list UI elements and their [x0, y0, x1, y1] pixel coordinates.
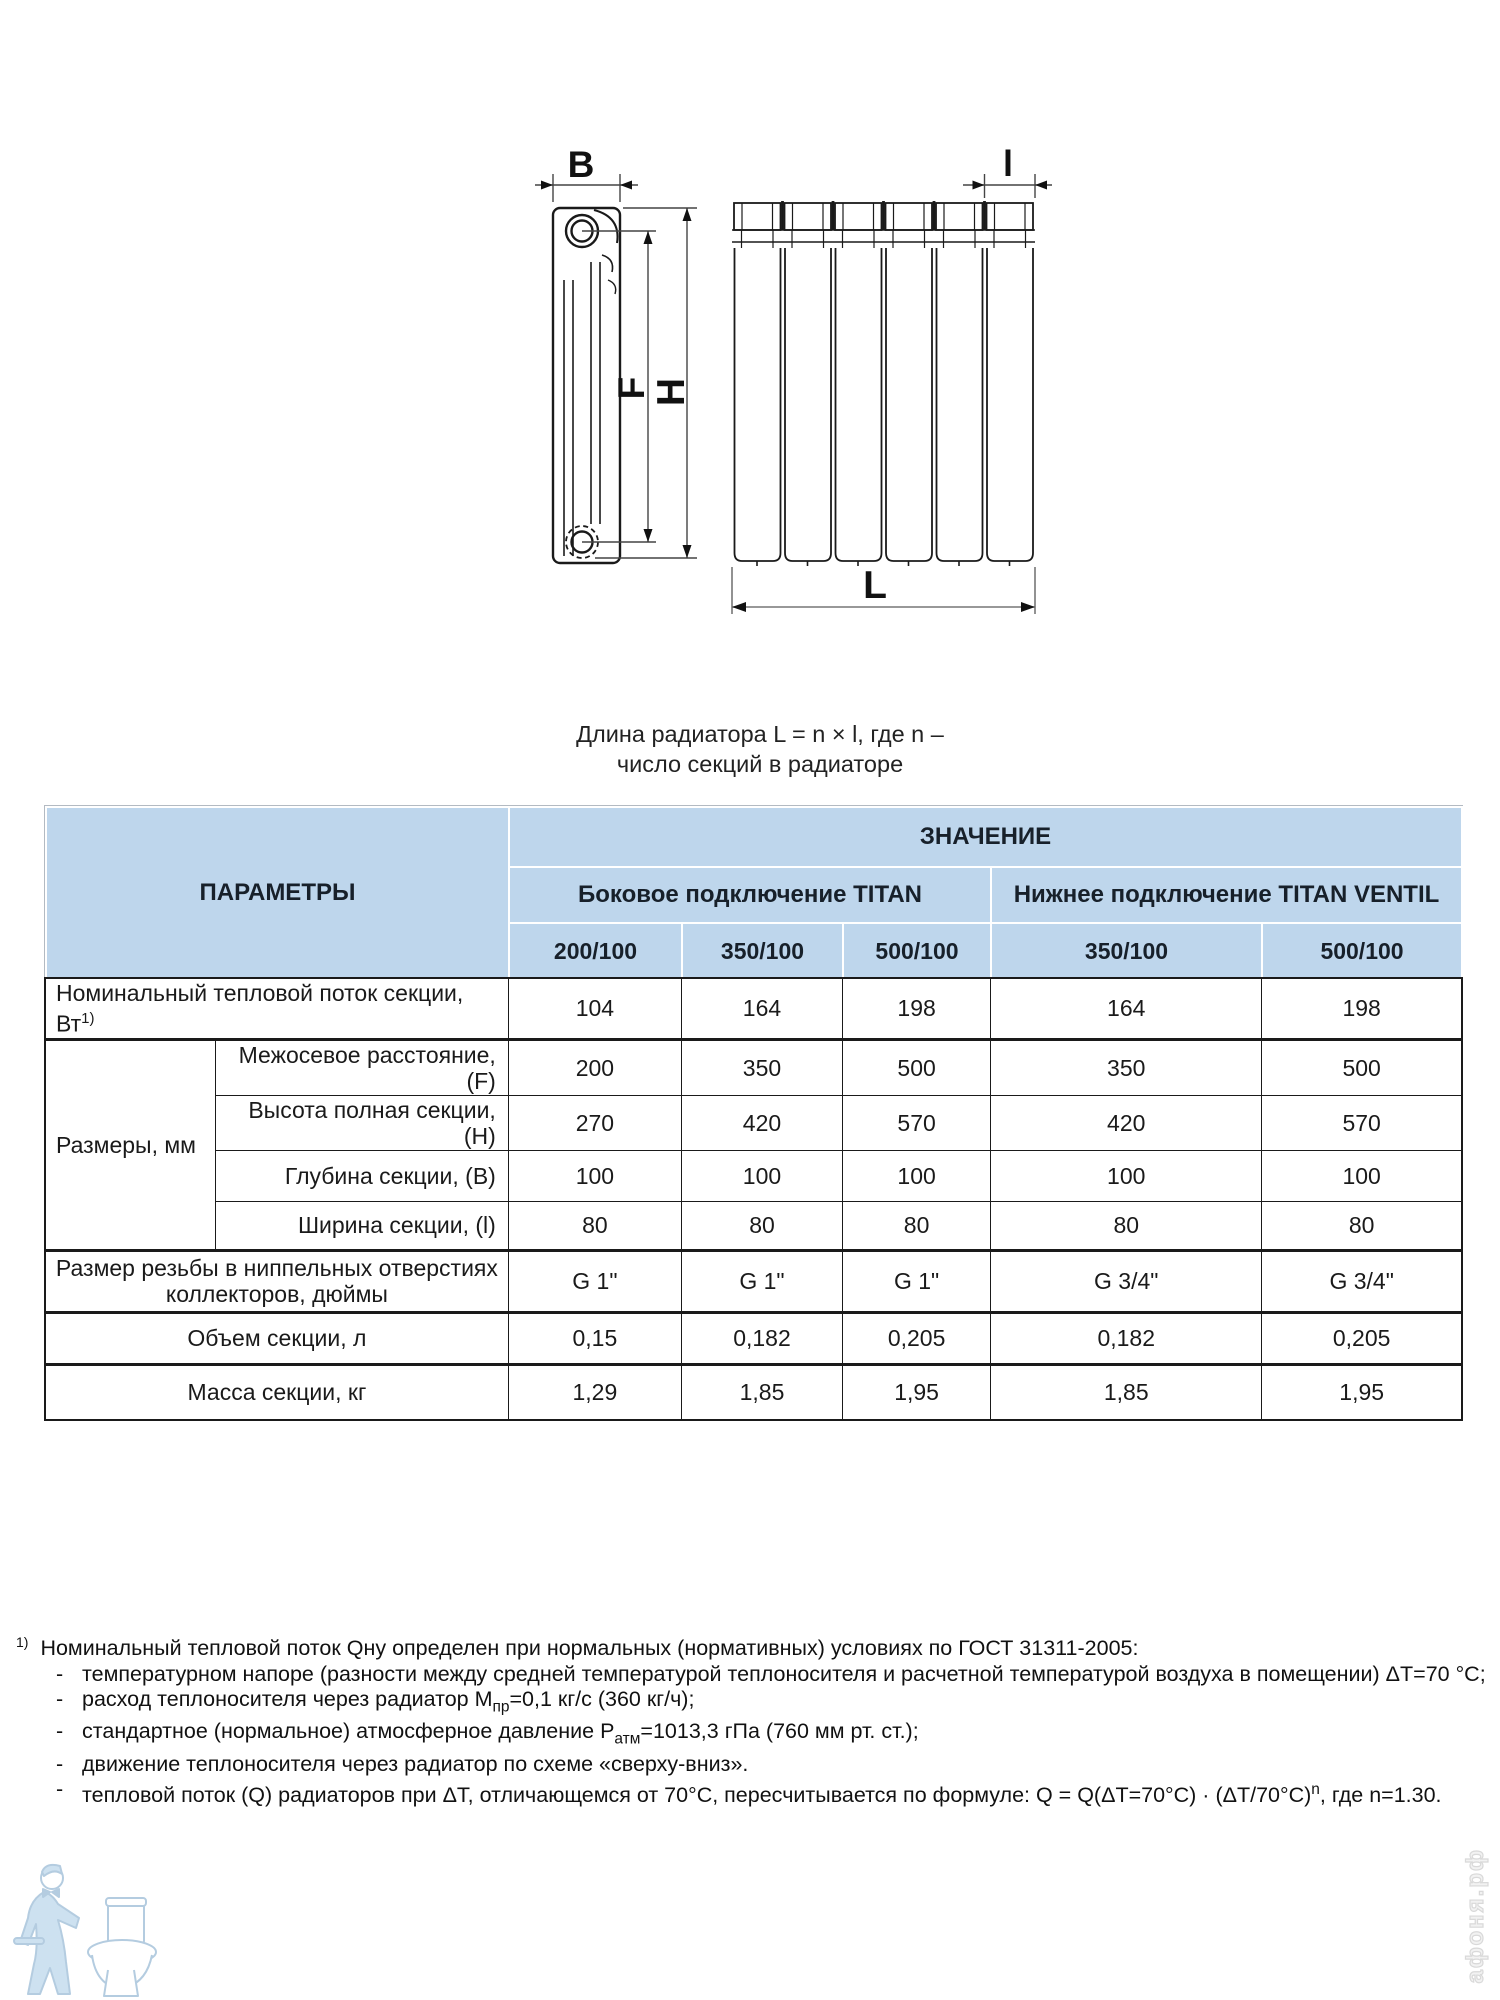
footnote-dash: -	[56, 1662, 64, 1687]
params-header-cell: ПАРАМЕТРЫ	[46, 807, 509, 979]
footnote-item-text: движение теплоносителя через радиатор по схеме «сверху-вниз».	[82, 1751, 749, 1776]
heat-flow-label: Номинальный тепловой поток секции, Вт	[56, 980, 464, 1037]
value-cell: 100	[681, 1150, 842, 1201]
value-cell: G 3/4"	[991, 1250, 1262, 1312]
footnote-dash: -	[56, 1719, 64, 1744]
value-cell: 350	[991, 1039, 1262, 1095]
value-cell: 350	[681, 1039, 842, 1095]
param-label-cell: Межосевое расстояние, (F)	[215, 1039, 508, 1095]
value-cell: 100	[1262, 1150, 1462, 1201]
spec-table-header	[44, 805, 1463, 981]
diagram-caption	[410, 719, 1110, 779]
dim-label-h: H	[650, 377, 693, 407]
site-watermark: афоня.рф	[1462, 1848, 1489, 1984]
param-label-cell: Глубина секции, (B)	[215, 1150, 508, 1201]
radiator-front-view	[732, 201, 1035, 566]
footnote-item-text: расход теплоносителя через радиатор $М_{пр}=0,1$ кг/с (360 кг/ч);	[82, 1687, 695, 1716]
value-cell: 200	[508, 1039, 681, 1095]
footnote-item	[16, 1752, 1488, 1777]
value-cell: 100	[508, 1150, 681, 1201]
table-row-thread-size	[45, 1250, 1462, 1312]
param-label-cell	[45, 978, 508, 1039]
value-cell: 570	[1262, 1095, 1462, 1150]
footnote-intro	[16, 1630, 1488, 1661]
value-cell: 570	[843, 1095, 991, 1150]
caption-line-2: число секций в радиаторе	[616, 751, 904, 777]
footnote-item	[16, 1777, 1488, 1808]
value-cell: 164	[681, 978, 842, 1039]
table-row-axle-distance	[45, 1039, 1462, 1095]
footnote-item	[16, 1662, 1488, 1687]
size-header: 500/100	[843, 923, 991, 979]
dim-label-f: F	[611, 376, 652, 400]
value-header-cell: ЗНАЧЕНИЕ	[509, 807, 1462, 867]
value-cell: 420	[991, 1095, 1262, 1150]
size-header: 500/100	[1262, 923, 1462, 979]
table-row-mass	[45, 1364, 1462, 1420]
value-cell: 0,15	[508, 1312, 681, 1364]
param-label-cell: Высота полная секции, (H)	[215, 1095, 508, 1150]
caption-line-1: Длина радиатора L = n × l, где n –	[576, 721, 944, 747]
value-cell: 1,85	[991, 1364, 1262, 1420]
value-cell: 420	[681, 1095, 842, 1150]
value-cell: G 1"	[681, 1250, 842, 1312]
value-cell: 270	[508, 1095, 681, 1150]
value-cell: 164	[991, 978, 1262, 1039]
footnote-marker: 1)	[16, 1634, 29, 1650]
footnote-intro-text: Номинальный тепловой поток Qну определен при нормальных (нормативных) условиях по ГОСТ 31311-2005:	[40, 1636, 1139, 1661]
value-cell: 198	[1262, 978, 1462, 1039]
value-cell: 100	[991, 1150, 1262, 1201]
heat-flow-footnote-ref: 1)	[81, 1010, 95, 1027]
value-cell: 1,95	[1262, 1364, 1462, 1420]
footnote-item-text: стандартное (нормальное) атмосферное давление $Р_{атм}=1013,3$ гПа (760 мм рт. ст.);	[82, 1719, 919, 1748]
value-cell: G 3/4"	[1262, 1250, 1462, 1312]
param-label-cell: Ширина секции, (l)	[215, 1201, 508, 1250]
value-cell: 500	[1262, 1039, 1462, 1095]
footnote-dash: -	[56, 1687, 64, 1712]
radiator-side-view	[553, 208, 620, 563]
table-row-heat-flow	[45, 978, 1462, 1039]
value-cell: G 1"	[508, 1250, 681, 1312]
value-cell: 0,182	[991, 1312, 1262, 1364]
table-row-width	[45, 1201, 1462, 1250]
table-row-volume	[45, 1312, 1462, 1364]
spec-table-body	[44, 977, 1463, 1421]
size-header: 200/100	[509, 923, 682, 979]
footnote-item-text: температурном напоре (разности между средней температурой теплоносителя и расчетной температурой воздуха в помещении) ΔT=70 °C;	[82, 1662, 1486, 1687]
param-label-cell: Размер резьбы в ниппельных отверстиях коллекторов, дюймы	[45, 1250, 508, 1312]
dimensions-group-cell: Размеры, мм	[45, 1039, 215, 1250]
value-cell: 80	[681, 1201, 842, 1250]
value-cell: 80	[991, 1201, 1262, 1250]
dim-label-i: l	[1002, 143, 1014, 184]
footnote-dash: -	[56, 1751, 64, 1776]
dim-label-l: L	[863, 564, 887, 607]
size-header: 350/100	[682, 923, 843, 979]
value-cell: G 1"	[843, 1250, 991, 1312]
value-cell: 100	[843, 1150, 991, 1201]
size-header: 350/100	[991, 923, 1262, 979]
dimension-labels	[568, 143, 1013, 607]
table-row-depth	[45, 1150, 1462, 1201]
value-cell: 80	[508, 1201, 681, 1250]
plumber-watermark	[12, 1852, 187, 2000]
footnote-item	[16, 1687, 1488, 1719]
value-cell: 0,205	[843, 1312, 991, 1364]
value-cell: 1,95	[843, 1364, 991, 1420]
side-connection-group-cell: Боковое подключение TITAN	[509, 867, 991, 923]
bottom-connection-group-cell: Нижнее подключение TITAN VENTIL	[991, 867, 1462, 923]
table-row-full-height	[45, 1095, 1462, 1150]
dim-label-b: B	[567, 144, 595, 185]
value-cell: 0,205	[1262, 1312, 1462, 1364]
value-cell: 104	[508, 978, 681, 1039]
value-cell: 80	[1262, 1201, 1462, 1250]
footnote-item	[16, 1719, 1488, 1751]
value-cell: 1,29	[508, 1364, 681, 1420]
footnote-item-text: тепловой поток (Q) радиаторов при ΔT, отличающемся от 70°C, пересчитывается по формуле: $Q = Q(\Delta T=70^\circ C) \cdot (\Delta T/70^\circ C)^n$, где n=1.30.	[82, 1780, 1442, 1807]
param-label-cell: Масса секции, кг	[45, 1364, 508, 1420]
radiator-diagram	[535, 130, 1055, 635]
value-cell: 80	[843, 1201, 991, 1250]
value-cell: 0,182	[681, 1312, 842, 1364]
value-cell: 198	[843, 978, 991, 1039]
value-cell: 500	[843, 1039, 991, 1095]
footnote-dash: -	[56, 1776, 64, 1801]
footnote	[16, 1630, 1488, 1808]
param-label-cell: Объем секции, л	[45, 1312, 508, 1364]
value-cell: 1,85	[681, 1364, 842, 1420]
